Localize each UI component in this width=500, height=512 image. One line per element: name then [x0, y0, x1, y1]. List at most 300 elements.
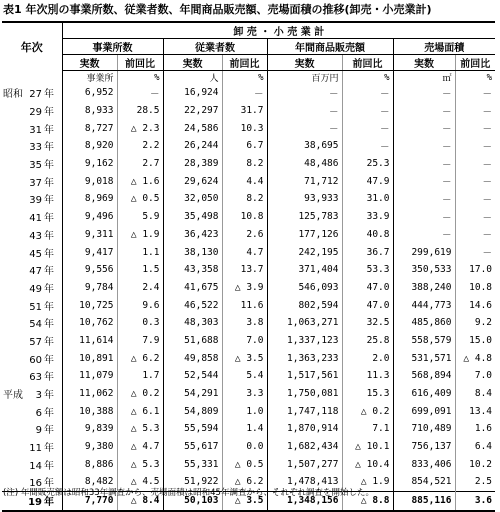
- table-row: [2, 296, 495, 314]
- employees-ratio-cell: 1.4: [222, 420, 267, 438]
- year-suffix: 年: [44, 107, 54, 119]
- year-cell: [2, 172, 62, 190]
- establishments-ratio-cell: △ 0.5: [117, 190, 163, 208]
- establishments-count-cell: 9,380: [62, 438, 117, 456]
- employees-count-cell: 54,291: [163, 385, 222, 403]
- year-cell: [2, 279, 62, 297]
- employees-count-cell: 24,586: [163, 119, 222, 137]
- establishments-ratio-cell: △ 1.9: [117, 226, 163, 244]
- sales-ratio-cell: 40.8: [342, 226, 393, 244]
- employees-count-cell: 48,303: [163, 314, 222, 332]
- establishments-ratio-cell: 2.2: [117, 137, 163, 155]
- establishments-count-cell: 7,770: [62, 491, 117, 510]
- sales-amount-cell: 371,404: [267, 261, 342, 279]
- sales-amount-cell: 1,337,123: [267, 332, 342, 350]
- employees-ratio-cell: 5.4: [222, 367, 267, 385]
- sales-amount-cell: 71,712: [267, 172, 342, 190]
- employees-count-cell: 38,130: [163, 243, 222, 261]
- floor-area-ratio-header: 前回比: [455, 55, 495, 71]
- establishments-ratio-cell: 28.5: [117, 102, 163, 120]
- floor-area-ratio-cell: 9.2: [474, 317, 493, 329]
- floor-area-ratio-cell: －: [482, 230, 493, 242]
- year-suffix: 年: [44, 443, 54, 455]
- establishments-count-cell: 8,920: [62, 137, 117, 155]
- unit-cell: %: [486, 72, 493, 83]
- year-cell: [2, 314, 62, 332]
- sales-amount-cell: 38,695: [267, 137, 342, 155]
- group-header: 卸 売 ・ 小 売 業 計: [62, 22, 495, 39]
- year-suffix: 年: [44, 336, 54, 348]
- year-number: 33: [29, 142, 42, 154]
- year-number: 11: [29, 443, 42, 455]
- floor-area-ratio-cell: －: [482, 88, 493, 100]
- table-row: [2, 402, 495, 420]
- employees-ratio-cell: 13.7: [222, 261, 267, 279]
- employees-ratio-cell: 7.0: [222, 332, 267, 350]
- floor-area-cell: 444,773: [393, 296, 455, 314]
- establishments-count-cell: 10,762: [62, 314, 117, 332]
- year-suffix: 年: [44, 213, 54, 225]
- unit-cell: %: [117, 71, 163, 85]
- floor-area-ratio-cell: 3.6: [455, 491, 495, 510]
- floor-area-cell: 531,571: [393, 349, 455, 367]
- year-suffix: 年: [44, 301, 54, 313]
- floor-area-ratio-cell: 10.2: [469, 458, 493, 470]
- employees-count-cell: 41,675: [163, 279, 222, 297]
- floor-area-cell: 833,406: [393, 455, 455, 473]
- year-number: 63: [29, 372, 42, 384]
- sales-ratio-cell: △ 1.9: [342, 473, 393, 491]
- establishments-count-cell: 8,969: [62, 190, 117, 208]
- year-cell: [2, 84, 62, 102]
- table-row: [2, 226, 495, 244]
- floor-area-cell: －: [393, 190, 455, 208]
- floor-area-ratio-cell: 15.0: [469, 334, 493, 346]
- year-number: 27: [29, 89, 42, 101]
- sales-amount-cell: 125,783: [267, 208, 342, 226]
- sales-ratio-cell: 25.8: [342, 332, 393, 350]
- sales-amount-cell: 48,486: [267, 155, 342, 173]
- sales-ratio-cell: 11.3: [342, 367, 393, 385]
- unit-cell: %: [342, 71, 393, 85]
- year-suffix: 年: [44, 230, 54, 242]
- employees-count-cell: 55,594: [163, 420, 222, 438]
- employees-count-cell: 35,498: [163, 208, 222, 226]
- year-number: 3: [35, 390, 42, 402]
- floor-area-cell: 699,091: [393, 402, 455, 420]
- sales-ratio-cell: △ 10.4: [342, 455, 393, 473]
- employees-count-cell: 55,617: [163, 438, 222, 456]
- sales-amount-cell: 177,126: [267, 226, 342, 244]
- establishments-count-cell: 8,482: [62, 473, 117, 491]
- table-row: [2, 243, 495, 261]
- sales-ratio-cell: 15.3: [342, 385, 393, 403]
- employees-count-cell: 51,922: [163, 473, 222, 491]
- establishments-count-cell: 9,784: [62, 279, 117, 297]
- table-row: [2, 172, 495, 190]
- table-row: [2, 455, 495, 473]
- year-number: 47: [29, 266, 42, 278]
- establishments-count-cell: 8,886: [62, 455, 117, 473]
- year-cell: [2, 296, 62, 314]
- sales-amount-cell: 1,682,434: [267, 438, 342, 456]
- year-suffix: 年: [44, 319, 54, 331]
- year-suffix: 年: [44, 195, 54, 207]
- employees-count-cell: 50,103: [163, 491, 222, 510]
- floor-area-ratio-cell: －: [482, 177, 493, 189]
- establishments-count-cell: 9,839: [62, 420, 117, 438]
- year-number: 39: [29, 195, 42, 207]
- year-number: 31: [29, 124, 42, 136]
- establishments-ratio-cell: △ 2.3: [117, 119, 163, 137]
- employees-ratio-cell: 0.0: [222, 438, 267, 456]
- unit-cell: 百万円: [267, 71, 342, 85]
- floor-area-cell: －: [393, 84, 455, 102]
- employees-ratio-cell: △ 3.5: [222, 349, 267, 367]
- establishments-ratio-header: 前回比: [117, 55, 163, 71]
- year-number: 29: [29, 107, 42, 119]
- floor-area-ratio-cell: －: [482, 124, 493, 136]
- employees-ratio-cell: 3.3: [222, 385, 267, 403]
- establishments-ratio-cell: △ 8.4: [117, 491, 163, 510]
- employees-ratio-cell: 11.6: [222, 296, 267, 314]
- employees-count-cell: 43,358: [163, 261, 222, 279]
- employees-count-cell: 16,924: [163, 84, 222, 102]
- floor-area-ratio-cell: 13.4: [469, 405, 493, 417]
- floor-area-cell: －: [393, 119, 455, 137]
- year-number: 19: [28, 497, 42, 509]
- establishments-ratio-cell: △ 4.7: [117, 438, 163, 456]
- employees-ratio-cell: △ 6.2: [222, 473, 267, 491]
- year-suffix: 年: [44, 372, 54, 384]
- table-row: [2, 332, 495, 350]
- year-suffix: 年: [44, 425, 54, 437]
- year-number: 60: [29, 354, 42, 366]
- floor-area-ratio-cell: 7.0: [474, 370, 493, 382]
- year-number: 45: [29, 248, 42, 260]
- employees-count-cell: 29,624: [163, 172, 222, 190]
- table-row: [2, 314, 495, 332]
- establishments-actual-header: 実数: [62, 55, 117, 71]
- establishments-ratio-cell: △ 5.3: [117, 420, 163, 438]
- establishments-count-cell: 11,079: [62, 367, 117, 385]
- sales-ratio-cell: 7.1: [342, 420, 393, 438]
- sales-amount-cell: 1,478,413: [267, 473, 342, 491]
- sales-ratio-cell: 32.5: [342, 314, 393, 332]
- employees-count-cell: 28,389: [163, 155, 222, 173]
- establishments-ratio-cell: 7.9: [117, 332, 163, 350]
- establishments-count-cell: 8,933: [62, 102, 117, 120]
- floor-area-cell: 756,137: [393, 438, 455, 456]
- year-cell: [2, 155, 62, 173]
- sales-amount-cell: 1,507,277: [267, 455, 342, 473]
- floor-area-ratio-cell: －: [482, 106, 493, 118]
- table-row: [2, 367, 495, 385]
- employees-ratio-cell: 4.4: [222, 172, 267, 190]
- table-row: [2, 119, 495, 137]
- employees-count-cell: 26,244: [163, 137, 222, 155]
- floor-area-cell: －: [393, 172, 455, 190]
- year-cell: [2, 102, 62, 120]
- establishments-ratio-cell: 1.7: [117, 367, 163, 385]
- employees-count-cell: 36,423: [163, 226, 222, 244]
- sales-ratio-cell: 2.0: [342, 349, 393, 367]
- unit-cell: %: [222, 71, 267, 85]
- floor-area-actual-header: 実数: [393, 55, 455, 71]
- sales-amount-cell: －: [267, 102, 342, 120]
- sales-ratio-cell: －: [342, 84, 393, 102]
- employees-ratio-cell: 4.7: [222, 243, 267, 261]
- establishments-ratio-cell: 2.7: [117, 155, 163, 173]
- employees-ratio-cell: 1.0: [222, 402, 267, 420]
- employees-count-cell: 54,809: [163, 402, 222, 420]
- establishments-count-cell: 8,727: [62, 119, 117, 137]
- floor-area-ratio-cell: 17.0: [469, 264, 493, 276]
- year-cell: [2, 367, 62, 385]
- year-cell: [2, 385, 62, 403]
- establishments-ratio-cell: 1.5: [117, 261, 163, 279]
- floor-area-cell: 885,116: [393, 491, 455, 510]
- establishments-ratio-cell: △ 5.3: [117, 455, 163, 473]
- employees-count-cell: 49,858: [163, 349, 222, 367]
- floor-area-ratio-cell: 14.6: [469, 299, 493, 311]
- establishments-ratio-cell: △ 4.5: [117, 473, 163, 491]
- year-number: 54: [29, 319, 42, 331]
- year-suffix: 年: [44, 160, 54, 172]
- sales-amount-cell: 93,933: [267, 190, 342, 208]
- floor-area-cell: 299,619: [393, 243, 455, 261]
- year-number: 43: [29, 230, 42, 242]
- sales-ratio-cell: －: [342, 119, 393, 137]
- year-suffix: 年: [44, 266, 54, 278]
- sales-amount-cell: 1,750,081: [267, 385, 342, 403]
- establishments-count-cell: 9,162: [62, 155, 117, 173]
- establishments-count-cell: 10,725: [62, 296, 117, 314]
- sales-ratio-cell: 47.0: [342, 296, 393, 314]
- table-row: [2, 279, 495, 297]
- sales-header: 年間商品販売額: [267, 39, 393, 55]
- year-cell: [2, 190, 62, 208]
- floor-area-cell: －: [393, 137, 455, 155]
- establishments-count-cell: 11,062: [62, 385, 117, 403]
- floor-area-ratio-cell: △ 4.8: [463, 352, 493, 364]
- floor-area-cell: 854,521: [393, 473, 455, 491]
- year-number: 51: [29, 301, 42, 313]
- establishments-count-cell: 11,614: [62, 332, 117, 350]
- establishments-count-cell: 9,018: [62, 172, 117, 190]
- year-number: 49: [29, 283, 42, 295]
- unit-cell: ㎡: [393, 71, 455, 85]
- unit-cell: 事業所: [62, 71, 117, 85]
- year-number: 9: [35, 425, 42, 437]
- employees-count-cell: 52,544: [163, 367, 222, 385]
- establishments-ratio-cell: 0.3: [117, 314, 163, 332]
- table-row: [2, 208, 495, 226]
- table-row: [2, 420, 495, 438]
- year-cell: [2, 137, 62, 155]
- establishments-ratio-cell: △ 6.2: [117, 349, 163, 367]
- sales-ratio-cell: 33.9: [342, 208, 393, 226]
- sales-amount-cell: 1,870,914: [267, 420, 342, 438]
- floor-area-cell: －: [393, 226, 455, 244]
- year-column-header: 年次: [2, 22, 62, 71]
- year-cell: [2, 438, 62, 456]
- floor-area-cell: 485,860: [393, 314, 455, 332]
- establishments-count-cell: 9,311: [62, 226, 117, 244]
- sales-ratio-header: 前回比: [342, 55, 393, 71]
- employees-ratio-cell: 10.8: [222, 208, 267, 226]
- sales-ratio-cell: 47.9: [342, 172, 393, 190]
- year-suffix: 年: [44, 177, 54, 189]
- employees-count-cell: 32,050: [163, 190, 222, 208]
- floor-area-ratio-cell: 1.6: [474, 423, 493, 435]
- sales-ratio-cell: 47.0: [342, 279, 393, 297]
- year-cell: [2, 243, 62, 261]
- employees-ratio-header: 前回比: [222, 55, 267, 71]
- floor-area-cell: 388,240: [393, 279, 455, 297]
- establishments-ratio-cell: 2.4: [117, 279, 163, 297]
- table-row: [2, 102, 495, 120]
- year-cell: [2, 332, 62, 350]
- floor-area-header: 売場面積: [393, 39, 495, 55]
- sales-ratio-cell: 31.0: [342, 190, 393, 208]
- sales-amount-cell: －: [267, 119, 342, 137]
- sales-ratio-cell: △ 8.8: [342, 491, 393, 510]
- units-year-cell: [2, 71, 62, 85]
- floor-area-ratio-cell: －: [482, 159, 493, 171]
- statistics-table: [2, 21, 495, 512]
- sales-ratio-cell: △ 10.1: [342, 438, 393, 456]
- sales-amount-cell: 1,517,561: [267, 367, 342, 385]
- employees-header: 従業者数: [163, 39, 267, 55]
- sales-actual-header: 実数: [267, 55, 342, 71]
- units-row: [2, 71, 495, 85]
- employees-ratio-cell: 2.6: [222, 226, 267, 244]
- year-suffix: 年: [44, 497, 54, 509]
- sales-ratio-cell: 25.3: [342, 155, 393, 173]
- sales-amount-cell: 546,093: [267, 279, 342, 297]
- year-cell: [2, 402, 62, 420]
- establishments-count-cell: 6,952: [62, 84, 117, 102]
- floor-area-ratio-cell: －: [482, 194, 493, 206]
- table-title: 表1 年次別の事業所数、従業者数、年間商品販売額、売場面積の推移(卸売・小売業計): [3, 3, 432, 16]
- employees-count-cell: 51,688: [163, 332, 222, 350]
- table-row: [2, 84, 495, 102]
- year-cell: [2, 119, 62, 137]
- year-cell: [2, 208, 62, 226]
- year-cell: [2, 455, 62, 473]
- year-suffix: 年: [44, 354, 54, 366]
- establishments-ratio-cell: △ 6.1: [117, 402, 163, 420]
- employees-ratio-cell: 8.2: [222, 190, 267, 208]
- employees-ratio-cell: △ 3.5: [222, 491, 267, 510]
- floor-area-cell: 568,894: [393, 367, 455, 385]
- sales-ratio-cell: 53.3: [342, 261, 393, 279]
- establishments-ratio-cell: 5.9: [117, 208, 163, 226]
- establishments-ratio-cell: －: [117, 84, 163, 102]
- year-number: 6: [35, 407, 42, 419]
- year-number: 14: [29, 460, 42, 472]
- year-number: 35: [29, 160, 42, 172]
- unit-cell: 人: [163, 71, 222, 85]
- employees-ratio-cell: 31.7: [222, 102, 267, 120]
- establishments-ratio-cell: 1.1: [117, 243, 163, 261]
- sales-amount-cell: －: [267, 84, 342, 102]
- floor-area-ratio-cell: －: [482, 212, 493, 224]
- year-suffix: 年: [44, 142, 54, 154]
- floor-area-ratio-cell: －: [482, 248, 493, 260]
- floor-area-ratio-cell: 6.4: [474, 441, 493, 453]
- year-cell: [2, 261, 62, 279]
- employees-ratio-cell: △ 0.5: [222, 455, 267, 473]
- table-row: [2, 385, 495, 403]
- table-row: [2, 190, 495, 208]
- employees-ratio-cell: △ 3.9: [222, 279, 267, 297]
- sales-amount-cell: 1,063,271: [267, 314, 342, 332]
- year-suffix: 年: [44, 248, 54, 260]
- establishments-count-cell: 9,417: [62, 243, 117, 261]
- employees-ratio-cell: 10.3: [222, 119, 267, 137]
- floor-area-cell: 350,533: [393, 261, 455, 279]
- year-suffix: 年: [44, 460, 54, 472]
- sales-amount-cell: 1,348,156: [267, 491, 342, 510]
- era-label: 平成: [3, 390, 23, 402]
- floor-area-cell: －: [393, 155, 455, 173]
- sales-amount-cell: 242,195: [267, 243, 342, 261]
- establishments-ratio-cell: △ 1.6: [117, 172, 163, 190]
- establishments-ratio-cell: △ 0.2: [117, 385, 163, 403]
- sales-amount-cell: 1,363,233: [267, 349, 342, 367]
- establishments-header: 事業所数: [62, 39, 163, 55]
- establishments-ratio-cell: 9.6: [117, 296, 163, 314]
- year-cell: [2, 420, 62, 438]
- floor-area-ratio-cell: 2.5: [474, 476, 493, 488]
- employees-ratio-cell: －: [222, 84, 267, 102]
- table-row: [2, 438, 495, 456]
- year-number: 41: [29, 213, 42, 225]
- year-suffix: 年: [44, 89, 54, 101]
- floor-area-ratio-cell: 10.8: [469, 281, 493, 293]
- year-suffix: 年: [44, 390, 54, 402]
- floor-area-ratio-cell: －: [482, 141, 493, 153]
- year-number: 37: [29, 177, 42, 189]
- table-row: [2, 349, 495, 367]
- year-cell: [2, 349, 62, 367]
- employees-ratio-cell: 3.8: [222, 314, 267, 332]
- employees-actual-header: 実数: [163, 55, 222, 71]
- sales-amount-cell: 802,594: [267, 296, 342, 314]
- floor-area-cell: 710,489: [393, 420, 455, 438]
- employees-ratio-cell: 8.2: [222, 155, 267, 173]
- sales-ratio-cell: －: [342, 102, 393, 120]
- table-row: [2, 261, 495, 279]
- floor-area-cell: －: [393, 102, 455, 120]
- establishments-count-cell: 10,891: [62, 349, 117, 367]
- employees-ratio-cell: 6.7: [222, 137, 267, 155]
- floor-area-cell: 616,409: [393, 385, 455, 403]
- establishments-count-cell: 9,496: [62, 208, 117, 226]
- employees-count-cell: 46,522: [163, 296, 222, 314]
- establishments-count-cell: 9,556: [62, 261, 117, 279]
- year-number: 57: [29, 336, 42, 348]
- year-cell: [2, 226, 62, 244]
- year-number: 16: [29, 478, 42, 490]
- floor-area-cell: 558,579: [393, 332, 455, 350]
- table-row: [2, 155, 495, 173]
- floor-area-cell: －: [393, 208, 455, 226]
- sales-ratio-cell: 36.7: [342, 243, 393, 261]
- sales-ratio-cell: △ 0.2: [342, 402, 393, 420]
